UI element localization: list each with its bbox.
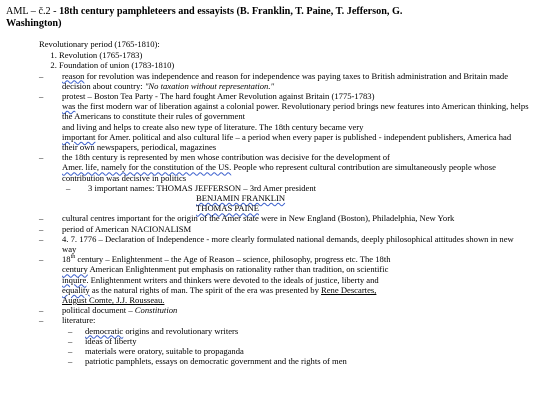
notes-list	[39, 71, 529, 367]
spellcheck-word: inquire	[62, 274, 87, 285]
document-title	[6, 6, 536, 30]
name-benjamin-franklin: BENJAMIN FRANKLIN	[196, 193, 286, 204]
sublist-item	[62, 356, 529, 366]
underlined-names: August Comte, J.J. Rousseau.	[62, 295, 165, 306]
list-item-declaration: – 4. 7. 1776 – Declaration of Independence - more clearly formulated national demands, deeply philosophical attitudes shown in new way	[39, 234, 529, 254]
spellcheck-phrase: Amer. life, namely for the constitution of the US.	[62, 162, 232, 173]
course-code: AML – č.2 -	[6, 6, 60, 17]
list-item-political	[39, 305, 529, 315]
underlined-name: Rene Descartes,	[321, 284, 377, 295]
text: People who represent cultural contribution are simultaneously people whose contribution was decisive in politics	[62, 162, 496, 183]
spellcheck-word: equality	[62, 284, 90, 295]
list-item-nationalism: – period of American NACIONALISM	[39, 224, 529, 234]
text: the first modern war of liberation against a colonial power. Revolutionary period brings new features into American thinking, helps the Americans to constitute their rules of government	[62, 101, 529, 122]
text: and living and helps to create also new type of literature. The 18th century became very	[62, 121, 364, 132]
names-list	[62, 183, 529, 214]
names-item	[62, 183, 529, 214]
text: the 18th century is represented by men whose contribution was decisive for the development of	[62, 152, 390, 163]
name-thomas-paine: THOMAS PAINE	[196, 203, 259, 214]
title-line2: Washington)	[6, 18, 62, 29]
list-item-protest	[39, 91, 529, 152]
document-body	[6, 39, 529, 367]
text: origins and revolutionary writers	[123, 325, 239, 336]
superscript: th	[70, 254, 76, 261]
sublist-item	[62, 336, 529, 346]
text: American Enlightenment put emphasis on rationality rather than tradition, on scientific	[87, 264, 389, 275]
spellcheck-word: democratic	[85, 325, 124, 336]
list-item-reason	[39, 71, 529, 91]
text: ideas of liberty	[85, 335, 137, 346]
literature-sublist	[62, 326, 529, 367]
constitution-text: Constitution	[134, 305, 178, 316]
text: for revolution was independence and reason for independence was paying taxes to British administration and Britain made decision about country:	[62, 70, 509, 91]
list-item-century	[39, 152, 529, 213]
period-list	[39, 50, 529, 70]
text: as the natural rights of man. The spirit of the era was presented by	[89, 284, 322, 295]
text: patriotic pamphlets, essays on democratic government and the rights of men	[85, 356, 347, 367]
text: protest – Boston Tea Party - The hard fought Amer Revolution against Britain (1775-1783)	[62, 91, 375, 102]
spellcheck-word: century	[62, 264, 88, 275]
list-item-centres: – cultural centres important for the origin of the Amer state were in New England (Boston), Philadelphia, New York	[39, 213, 529, 223]
list-item-literature	[39, 315, 529, 366]
text: for Amer. political and also cultural life – a period when every paper is published - independent publishers, America had their own newspapers, periodical, magazines	[62, 131, 512, 153]
period-item: 1. Revolution (1765-1783)	[59, 50, 529, 60]
text: century – Enlightenment – the Age of Reason – science, philosophy, progress etc. The 18th	[75, 254, 391, 265]
sublist-item	[62, 346, 529, 356]
spellcheck-word: reason	[62, 70, 85, 81]
period-item: 2. Foundation of union (1783-1810)	[59, 60, 529, 70]
quote-text: "No taxation without representation."	[144, 80, 275, 91]
spellcheck-word: important	[62, 131, 96, 142]
title-heading: 18th century pamphleteers and essayists (B. Franklin, T. Paine, T. Jefferson, G.	[59, 6, 403, 17]
text: 18	[62, 254, 71, 265]
text: political document –	[62, 305, 135, 316]
text: . Enlightenment writers and thinkers were devoted to the ideals of justice, liberty and	[86, 274, 379, 285]
sublist-item	[62, 326, 529, 336]
text: materials were oratory, suitable to propaganda	[85, 346, 244, 357]
list-item-enlightenment	[39, 254, 529, 305]
spellcheck-word: was	[62, 101, 76, 112]
text: literature:	[62, 315, 96, 326]
intro-line: Revolutionary period (1765-1810):	[39, 39, 160, 49]
text: 3 important names: THOMAS JEFFERSON – 3rd Amer president	[88, 182, 317, 193]
